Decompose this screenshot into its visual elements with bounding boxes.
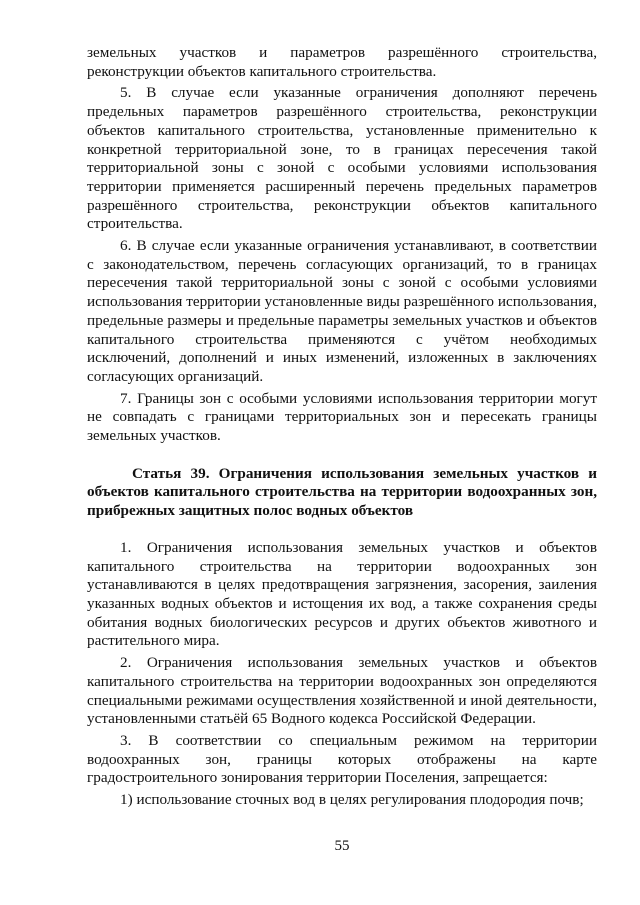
paragraph-article-item-1: 1. Ограничения использования земельных участков и объектов капитального строительства на территории водоохранных зон устанавливаются в целях предотвращения загрязнения, засорения, заиления указанных водных объектов и истощения их вод, а также сохранения среды обитания водных биологических ресурсов и других объектов животного и растительного мира.: [87, 538, 597, 650]
page-number: 55: [334, 838, 350, 854]
paragraph-item-7: 7. Границы зон с особыми условиями использования территории могут не совпадать с границами территориальных зон и пересекать границы земельных участков.: [87, 389, 597, 445]
paragraph-continuation: земельных участков и параметров разрешённого строительства, реконструкции объектов капитального строительства.: [87, 44, 597, 80]
article-heading: Статья 39. Ограничения использования земельных участков и объектов капитального строительства на территории водоохранных зон, прибрежных защитных полос водных объектов: [87, 464, 597, 520]
paragraph-item-5: 5. В случае если указанные ограничения дополняют перечень предельных параметров разрешённого строительства, реконструкции объектов капитального строительства, установленные применительно к конкретной территориальной зоне, то в границах пересечения такой территориальной зоны с зоной с особыми условиями использования территории применяется расширенный перечень предельных параметров разрешённого строительства, реконструкции объектов капитального строительства.: [87, 84, 597, 233]
paragraph-item-6: 6. В случае если указанные ограничения устанавливают, в соответствии с законодательством, перечень согласующих организаций, то в границах пересечения такой территориальной зоны с зоной с особыми условиями использования территории установленные виды разрешённого использования, предельные размеры и предельные параметры земельных участков и объектов капитального строительства применяются с учётом необходимых исключений, дополнений и иных изменений, изложенных в заключениях согласующих организаций.: [87, 237, 597, 385]
paragraph-article-item-3: 3. В соответствии со специальным режимом на территории водоохранных зон, границы которых отображены на карте градостроительного зонирования территории Поселения, запрещается:: [87, 731, 597, 787]
paragraph-article-item-2: 2. Ограничения использования земельных участков и объектов капитального строительства на территории водоохранных зон определяются специальными режимами осуществления хозяйственной и иной деятельности, установленными статьёй 65 Водного кодекса Российской Федерации.: [87, 654, 597, 728]
list-item-1: 1) использование сточных вод в целях регулирования плодородия почв;: [120, 791, 584, 809]
